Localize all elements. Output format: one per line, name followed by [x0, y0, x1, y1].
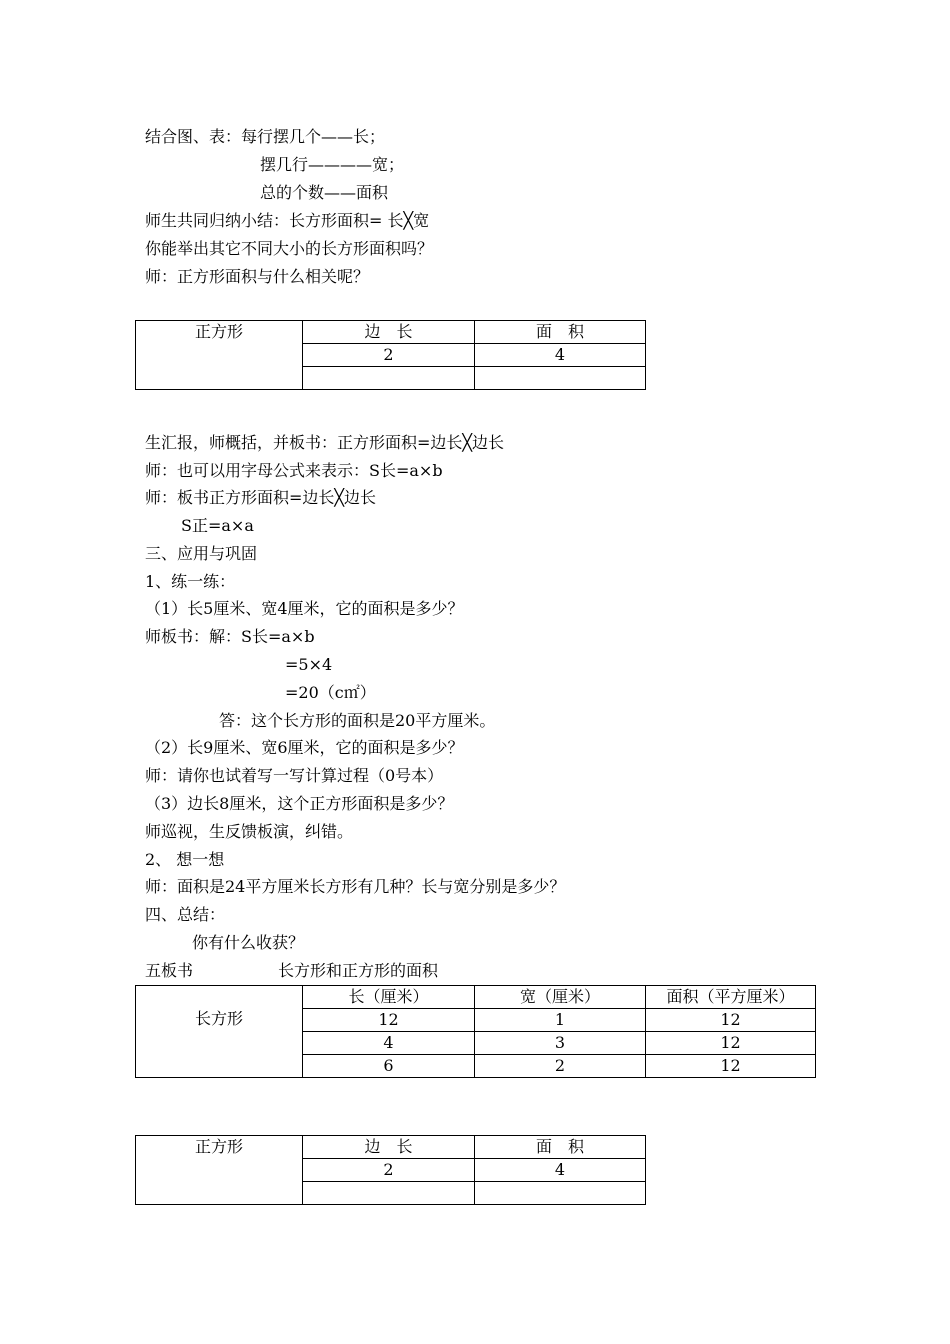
table-cell: 2 — [475, 1055, 646, 1078]
text-line: 摆几行————宽； — [260, 155, 405, 174]
table-cell: 4 — [475, 1159, 646, 1182]
table-cell: 6 — [303, 1055, 475, 1078]
table-header-cell: 长（厘米） — [303, 986, 475, 1009]
text-line: 1、练一练： — [145, 572, 236, 591]
text-line: 师板书：解：S长=a×b — [145, 627, 315, 646]
text-line: 师：正方形面积与什么相关呢？ — [145, 267, 370, 286]
square-table-bottom — [135, 1135, 646, 1205]
text-line: （2）长9厘米、宽6厘米，它的面积是多少？ — [145, 738, 464, 757]
table-header-cell: 边 长 — [303, 1136, 475, 1159]
table-cell: 12 — [646, 1032, 816, 1055]
text-line: 结合图、表：每行摆几个——长； — [145, 127, 386, 146]
text-line: 师：面积是24平方厘米长方形有几种？长与宽分别是多少？ — [145, 877, 566, 896]
text-line: 师生共同归纳小结：长方形面积= 长╳宽 — [145, 211, 430, 230]
text-line: （3）边长8厘米，这个正方形面积是多少？ — [145, 794, 454, 813]
text-line: =20（c㎡） — [285, 683, 376, 702]
section-heading: 五板书 — [145, 961, 194, 980]
rectangle-table — [135, 985, 816, 1078]
text-line: 师：板书正方形面积=边长╳边长 — [145, 488, 377, 507]
text-line: =5×4 — [285, 655, 333, 674]
text-line: 答：这个长方形的面积是20平方厘米。 — [219, 711, 496, 730]
text-line: 生汇报，师概括，并板书：正方形面积=边长╳边长 — [145, 433, 505, 452]
table-label-cell: 正方形 — [136, 321, 303, 390]
table-cell: 2 — [303, 1159, 475, 1182]
table-header-cell: 边 长 — [303, 321, 475, 344]
table-cell: 12 — [646, 1009, 816, 1032]
text-line: S正=a×a — [181, 516, 254, 535]
table-cell-empty — [303, 367, 475, 390]
text-line: （1）长5厘米、宽4厘米，它的面积是多少？ — [145, 599, 464, 618]
table-cell: 1 — [475, 1009, 646, 1032]
table-header-cell: 宽（厘米） — [475, 986, 646, 1009]
section-heading: 三、应用与巩固 — [145, 544, 258, 563]
text-line: 师巡视，生反馈板演，纠错。 — [145, 822, 354, 841]
text-line: 2、 想一想 — [145, 850, 225, 869]
text-line: 你有什么收获？ — [192, 933, 305, 952]
text-line: 总的个数——面积 — [260, 183, 389, 202]
table-cell: 4 — [303, 1032, 475, 1055]
table-cell-empty — [303, 1182, 475, 1205]
table-cell: 3 — [475, 1032, 646, 1055]
table-cell: 12 — [303, 1009, 475, 1032]
table-label-cell: 长方形 — [136, 986, 303, 1078]
text-line: 师：请你也试着写一写计算过程（0号本） — [145, 766, 444, 785]
table-cell-empty — [475, 1182, 646, 1205]
table-cell: 12 — [646, 1055, 816, 1078]
table-cell: 2 — [303, 344, 475, 367]
table-header-cell: 面 积 — [475, 1136, 646, 1159]
table-cell-empty — [475, 367, 646, 390]
table-cell: 4 — [475, 344, 646, 367]
table-header-cell: 面 积 — [475, 321, 646, 344]
square-table-top — [135, 320, 646, 390]
table-header-cell: 面积（平方厘米） — [646, 986, 816, 1009]
text-line: 师：也可以用字母公式来表示：S长=a×b — [145, 461, 443, 480]
board-title: 长方形和正方形的面积 — [278, 961, 439, 980]
section-heading: 四、总结： — [145, 905, 226, 924]
text-line: 你能举出其它不同大小的长方形面积吗？ — [145, 239, 434, 258]
table-label-cell: 正方形 — [136, 1136, 303, 1205]
